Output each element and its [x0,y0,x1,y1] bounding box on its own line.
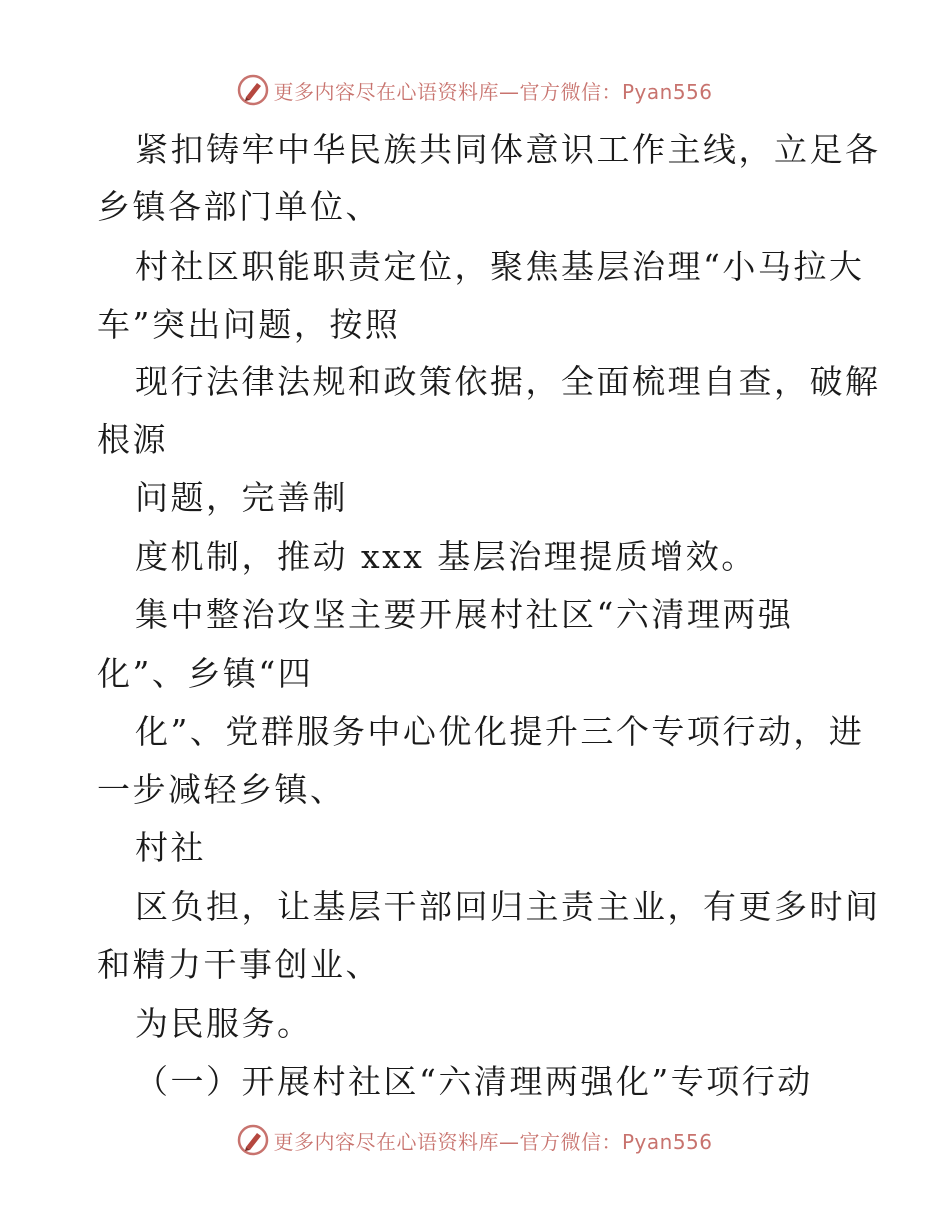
paragraph-line: 根源 [97,420,168,459]
pen-logo-icon [237,74,269,106]
paragraph-line: 车”突出问题，按照 [97,305,401,344]
paragraph-line: 为民服务。 [135,1004,313,1043]
paragraph-line: 和精力干事创业、 [97,945,381,984]
banner-wechat-id: Pyan556 [621,1129,713,1154]
banner-separator: — [498,1129,520,1154]
paragraph-line: 区负担，让基层干部回归主责主业，有更多时间 [135,887,881,926]
paragraph-line: 现行法律法规和政策依据，全面梳理自查，破解 [135,362,881,401]
paragraph-line: 一步减轻乡镇、 [97,770,346,809]
paragraph-line: 化”、党群服务中心优化提升三个专项行动，进 [135,712,865,751]
paragraph-line: 集中整治攻坚主要开展村社区“六清理两强 [135,595,794,634]
paragraph-line: 村社 [135,828,206,867]
banner-wechat-id: Pyan556 [621,79,713,104]
banner-separator: — [498,79,520,104]
paragraph-line: 度机制，推动 xxx 基层治理提质增效。 [135,537,757,576]
banner-wechat-label: 官方微信： [519,79,622,104]
paragraph-line: 紧扣铸牢中华民族共同体意识工作主线，立足各 [135,130,881,169]
header-banner [0,70,950,110]
banner-text [273,76,712,105]
paragraph-line: 乡镇各部门单位、 [97,187,381,226]
banner-text [273,1126,712,1155]
banner-title: 更多内容尽在心语资料库 [273,1129,499,1154]
paragraph-line: 问题，完善制 [135,478,348,517]
footer-banner [0,1120,950,1160]
paragraph-line: 化”、乡镇“四 [97,654,314,693]
section-heading: （一）开展村社区“六清理两强化”专项行动 [135,1062,813,1101]
paragraph-line: 村社区职能职责定位，聚焦基层治理“小马拉大 [135,247,865,286]
banner-wechat-label: 官方微信： [519,1129,622,1154]
pen-logo-icon [237,1124,269,1156]
banner-title: 更多内容尽在心语资料库 [273,79,499,104]
